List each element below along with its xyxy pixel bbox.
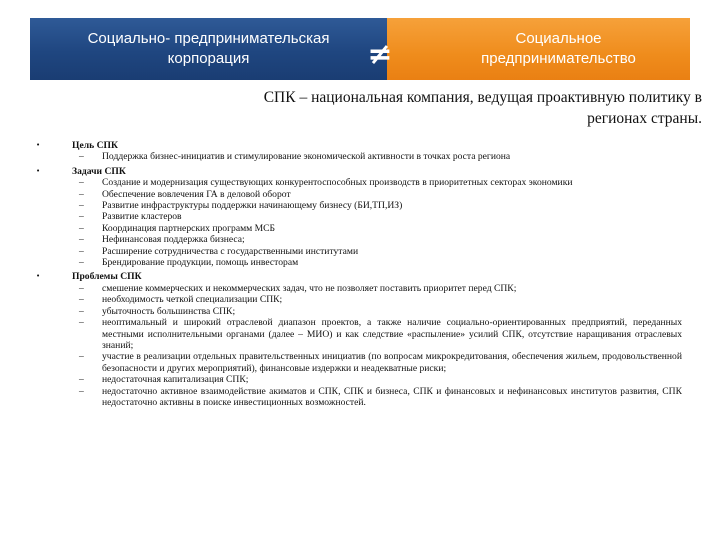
- list-item: – убыточность большинства СПК;: [72, 306, 682, 317]
- bullet-icon: •: [36, 272, 41, 281]
- list-item: – Координация партнерских программ МСБ: [72, 223, 682, 234]
- list-item: – необходимость четкой специализации СПК;: [72, 294, 682, 305]
- list-item: – Создание и модернизация существующих конкурентоспособных производств в приоритетных секторах экономики: [72, 177, 682, 188]
- bullet-icon: •: [36, 166, 41, 175]
- list-item: – смешение коммерческих и некоммерческих задач, что не позволяет поставить приоритет перед СПК;: [72, 283, 682, 294]
- list-item: – Брендирование продукции, помощь инвесторам: [72, 257, 682, 268]
- section-title: Проблемы СПК: [72, 271, 142, 283]
- list-item: – Развитие инфраструктуры поддержки начинающему бизнесу (БИ,ТП,ИЗ): [72, 200, 682, 211]
- tagline: СПК – национальная компания, ведущая проактивную политику в регионах страны.: [263, 89, 702, 127]
- list-item: – Расширение сотрудничества с государственными институтами: [72, 246, 682, 257]
- header-banner: [30, 18, 690, 80]
- list-item: – Поддержка бизнес-инициатив и стимулирование экономической активности в точках роста региона: [72, 151, 682, 162]
- header-right-title: Социальное предпринимательство: [387, 18, 690, 80]
- list-item: – участие в реализации отдельных правительственных инициатив (по вопросам микрокредитования, обеспечения жильем, продовольственной безопасности и других мероприятий), финансовые издержки и неадекватные риски;: [72, 351, 682, 374]
- list-item: – Нефинансовая поддержка бизнеса;: [72, 234, 682, 245]
- bullet-icon: •: [36, 141, 41, 149]
- list-item: – Развитие кластеров: [72, 211, 682, 222]
- list-item: – неоптимальный и широкий отраслевой диапазон проектов, а также наличие социально-ориентированных предприятий, переданных местными исполнительными органами (далее – МИО) и как следствие «распыление» усилий СПК, отсутствие наращивания отраслевых знаний;: [72, 317, 682, 351]
- list-item: – недостаточно активное взаимодействие акиматов и СПК, СПК и бизнеса, СПК и финансовых и нефинансовых институтов развития, СПК недостаточно активны в поиске инвестиционных возможностей.: [72, 386, 682, 409]
- not-equal-icon: ≠: [367, 37, 393, 72]
- header-left-title: Социально- предпринимательская корпорация: [30, 18, 387, 80]
- section-problems: [36, 271, 682, 408]
- section-goal: [36, 140, 682, 163]
- content-list: [36, 140, 682, 408]
- list-item: – Обеспечение вовлечения ГА в деловой оборот: [72, 189, 682, 200]
- section-title: Задачи СПК: [72, 165, 126, 177]
- section-title: Цель СПК: [72, 140, 118, 151]
- list-item: – недостаточная капитализация СПК;: [72, 374, 682, 385]
- section-tasks: [36, 166, 682, 269]
